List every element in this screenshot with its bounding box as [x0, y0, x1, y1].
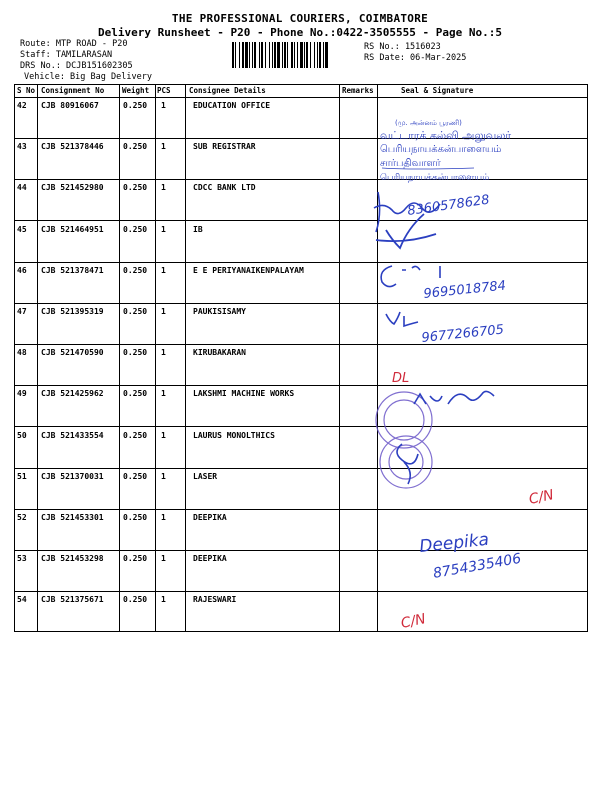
consignee-cell: KIRUBAKARAN [193, 348, 246, 358]
rs-date: RS Date: 06-Mar-2025 [364, 53, 467, 63]
consignment-cell: CJB 521425962 [41, 389, 104, 399]
table-row [15, 180, 587, 221]
company-title: THE PROFESSIONAL COURIERS, COIMBATORE [171, 12, 429, 25]
weight-cell: 0.250 [123, 183, 148, 193]
weight-cell: 0.250 [123, 307, 148, 316]
consignment-cell: CJB 521453301 [41, 513, 104, 522]
pcs-cell: 1 [161, 142, 166, 152]
svg-text:வட்டாரக் கல்வி அலுவலர்: வட்டாரக் கல்வி அலுவலர் [380, 129, 512, 142]
column-header-pcs: PCS [157, 86, 171, 95]
consignment-cell: CJB 521370031 [41, 471, 104, 481]
staff-label: Staff: TAMILARASAN [20, 50, 113, 60]
table-row [15, 98, 587, 139]
weight-cell: 0.250 [123, 101, 148, 110]
table-row [15, 469, 587, 510]
consignee-cell: RAJESWARI [193, 595, 237, 605]
row54-mark: C/N [399, 611, 428, 632]
weight-cell: 0.250 [123, 430, 148, 440]
consignment-cell: CJB 521375671 [41, 595, 104, 605]
consignment-cell: CJB 521464951 [41, 224, 104, 234]
table-row [15, 139, 587, 180]
table-row [15, 510, 587, 551]
svg-text:8754335406: 8754335406 [431, 550, 523, 582]
sno-cell: 53 [17, 554, 27, 564]
pcs-cell: 1 [161, 348, 166, 358]
table-row [15, 428, 587, 469]
pcs-cell: 1 [161, 101, 166, 110]
consignee-cell: EDUCATION OFFICE [193, 101, 271, 110]
sno-cell: 49 [17, 389, 27, 399]
table-row [15, 345, 587, 386]
runsheet-title: Delivery Runsheet - P20 - Phone No.:0422-3505555 - Page No.:5 [98, 26, 502, 39]
pcs-cell: 1 [161, 265, 166, 275]
consignee-cell: DEEPIKA [193, 513, 227, 522]
rs-number: RS No.: 1516023 [364, 42, 441, 52]
consignee-cell: SUB REGISTRAR [193, 142, 256, 152]
sno-cell: 46 [17, 265, 27, 275]
weight-cell: 0.250 [123, 348, 148, 358]
consignee-cell: IB [193, 224, 203, 234]
sno-cell: 50 [17, 430, 27, 440]
table-row [15, 263, 587, 304]
table-row [15, 551, 587, 592]
pcs-cell: 1 [161, 513, 166, 522]
weight-cell: 0.250 [123, 554, 148, 564]
table-row [15, 386, 587, 427]
svg-text:பெரியநாயக்கன்பாளையம்: பெரியநாயக்கன்பாளையம் [380, 173, 490, 183]
sno-cell: 52 [17, 513, 27, 522]
svg-text:8360578628: 8360578628 [406, 192, 491, 219]
table-row [15, 304, 587, 345]
consignment-cell: CJB 521470590 [41, 348, 104, 358]
consignee-cell: LASER [193, 471, 218, 481]
svg-text:சார்பதிவாளர்: சார்பதிவாளர் [380, 158, 441, 169]
runsheet-table [14, 84, 588, 632]
consignment-cell: CJB 521433554 [41, 430, 104, 440]
column-header-consignee: Consignee Details [189, 86, 266, 95]
weight-cell: 0.250 [123, 471, 148, 481]
pcs-cell: 1 [161, 307, 166, 316]
pcs-cell: 1 [161, 554, 166, 564]
row48-mark: DL [392, 371, 410, 386]
consignee-cell: LAKSHMI MACHINE WORKS [193, 389, 295, 399]
route-label: Route: MTP ROAD - P20 [20, 39, 128, 49]
sno-cell: 44 [17, 183, 27, 193]
pcs-cell: 1 [161, 224, 166, 234]
svg-text:Deepika: Deepika [418, 529, 490, 557]
sno-cell: 51 [17, 471, 27, 481]
sno-cell: 43 [17, 142, 27, 152]
sno-cell: 45 [17, 224, 27, 234]
consignment-cell: CJB 521452980 [41, 183, 104, 193]
sno-cell: 47 [17, 307, 27, 316]
column-header-weight: Weight [122, 86, 150, 95]
sno-cell: 42 [17, 101, 27, 110]
row51-mark: C/N [527, 487, 556, 508]
consignment-cell: CJB 521378471 [41, 265, 104, 275]
svg-text:(மு. அன்னம் பூரணி): (மு. அன்னம் பூரணி) [395, 119, 462, 127]
consignee-cell: LAURUS MONOLTHICS [193, 430, 275, 440]
weight-cell: 0.250 [123, 389, 148, 399]
consignee-cell: PAUKISISAMY [193, 307, 246, 316]
pcs-cell: 1 [161, 471, 166, 481]
sno-cell: 48 [17, 348, 27, 358]
sno-cell: 54 [17, 595, 27, 605]
weight-cell: 0.250 [123, 265, 148, 275]
consignment-cell: CJB 521378446 [41, 142, 104, 152]
vehicle-label: Vehicle: Big Bag Delivery [24, 72, 152, 82]
column-header-consignment: Consignment No [41, 86, 105, 95]
barcode-image [232, 42, 360, 68]
pcs-cell: 1 [161, 595, 166, 605]
consignment-cell: CJB 521395319 [41, 307, 104, 316]
pcs-cell: 1 [161, 430, 166, 440]
svg-text:பெரியநாயக்கன்பாளையம்: பெரியநாயக்கன்பாளையம் [380, 144, 502, 155]
weight-cell: 0.250 [123, 595, 148, 605]
pcs-cell: 1 [161, 389, 166, 399]
consignee-cell: CDCC BANK LTD [193, 183, 256, 193]
weight-cell: 0.250 [123, 224, 148, 234]
drs-number: DRS No.: DCJB151602305 [20, 61, 133, 71]
consignee-cell: E E PERIYANAIKENPALAYAM [193, 265, 304, 275]
consignment-cell: CJB 521453298 [41, 554, 104, 564]
consignment-cell: CJB 80916067 [41, 101, 99, 110]
consignee-cell: DEEPIKA [193, 554, 227, 564]
column-header-signature: Seal & Signature [401, 86, 474, 95]
table-row [15, 222, 587, 263]
column-header-remarks: Remarks [342, 86, 374, 95]
svg-text:9695018784: 9695018784 [422, 278, 507, 302]
column-header-sno: S No [17, 86, 36, 95]
weight-cell: 0.250 [123, 142, 148, 152]
table-row [15, 592, 587, 633]
svg-text:9677266705: 9677266705 [420, 322, 505, 346]
weight-cell: 0.250 [123, 513, 148, 522]
pcs-cell: 1 [161, 183, 166, 193]
